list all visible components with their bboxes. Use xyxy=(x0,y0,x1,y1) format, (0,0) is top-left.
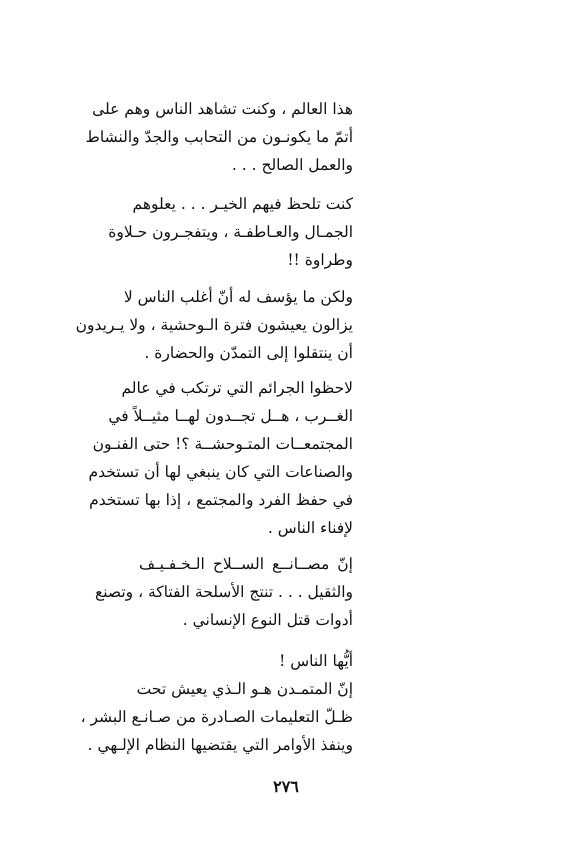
text-line: يزالون يعيشون فترة الـوحشية ، ولا يـريدون xyxy=(75,316,353,334)
text-line: أدوات قتل النوع الإنساني . xyxy=(182,611,353,629)
text-line: وينفذ الأوامر التي يقتضيها النظام الإلـهي . xyxy=(87,736,353,754)
text-line: أيُّها الناس ! xyxy=(279,652,353,670)
text-line: ولكن ما يؤسف له أنّ أغلب الناس لا xyxy=(123,288,353,306)
text-line: الجمـال والعـاطفـة ، ويتفجـرون حـلاوة xyxy=(108,223,353,241)
text-line: إنّ مصــانــع الســلاح الـخـفـيـف xyxy=(139,555,353,573)
text-line: أن ينتقلوا إلى التمدّن والحضارة . xyxy=(144,344,353,362)
text-line: هذا العالم ، وكنت تشاهد الناس وهم على xyxy=(92,100,353,118)
text-line: الغــرب ، هــل تجــدون لهــا مثيــلاً في xyxy=(108,407,353,425)
text-line: كنت تلحظ فيهم الخيـر . . . يعلوهم xyxy=(132,195,353,213)
text-line: وطراوة !! xyxy=(287,251,353,269)
text-line: المجتمعــات المتـوحشــة ؟! حتى الفنـون xyxy=(92,435,353,453)
text-line: إنّ المتمـدن هـو الـذي يعيش تحت xyxy=(136,680,353,698)
text-line: أتمّ ما يكونـون من التحابب والجدّ والنشاط xyxy=(85,128,353,146)
text-line: والثقيل . . . تنتج الأسلحة الفتاكة ، وتصنع xyxy=(94,583,353,601)
text-line: والصناعات التي كان ينبغي لها أن تستخدم xyxy=(88,463,353,481)
text-line: لاحظوا الجرائم التي ترتكب في عالم xyxy=(121,379,353,397)
text-line: ظـلّ التعليمات الصـادرة من صـانـع البشر ، xyxy=(80,708,353,726)
text-line: لإفناء الناس . xyxy=(267,519,353,537)
page-number: ٢٧٦ xyxy=(273,777,299,796)
text-line: والعمل الصالح . . . xyxy=(231,156,353,174)
text-line: في حفظ الفرد والمجتمع ، إذا بها تستخدم xyxy=(89,491,353,509)
